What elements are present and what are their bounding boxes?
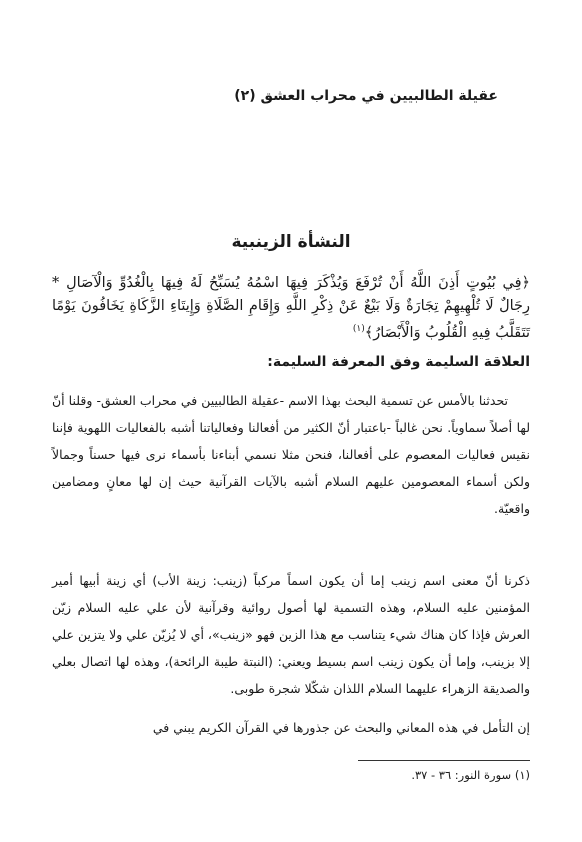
subheading: العلاقة السليمة وفق المعرفة السليمة: (267, 354, 530, 370)
quran-verse (52, 272, 530, 345)
section-title: النشأة الزينبية (231, 232, 351, 252)
footnote: (١) سورة النور: ٣٦ - ٣٧. (411, 768, 530, 782)
verse-text: ﴿فِي بُيُوتٍ أَذِنَ اللَّهُ أَنْ تُرْفَعَ وَيُذْكَرَ فِيهَا اسْمُهُ يُسَبِّحُ لَهُ فِيهَا بِالْغُدُوِّ وَالْآصَالِ * رِجَالٌ لَا تُلْهِيهِمْ تِجَارَةٌ وَلَا بَيْعٌ عَنْ ذِكْرِ اللَّهِ وَإِقَامِ الصَّلَاةِ وَإِيتَاءِ الزَّكَاةِ يَخَافُونَ يَوْمًا تَتَقَلَّبُ فِيهِ الْقُلُوبُ وَالْأَبْصَارُ﴾ (52, 275, 530, 341)
paragraph (52, 567, 530, 702)
paragraph-text: ذكرنا أنّ معنى اسم زينب إما أن يكون اسماً مركباً (زينب: زينة الأب) أي زينة أبيها أمير المؤمنين عليه السلام، وهذه التسمية لها أصول روائية وقرآنية لأن علي عليه السلام زيّن العرش فإذا كان هناك شيء يتناسب مع هذا الزين فهو «زينب»، أي لا يُزيّن علي ولا يتزين علي إلا بزينب، وإما أن يكون زينب اسم بسيط ويعني: (النبتة طيبة الرائحة)، وهذه لها اتصال بعلي والصديقة الزهراء عليهما السلام اللذان شكّلا شجرة طوبى. (52, 573, 530, 696)
paragraph-text: تحدثنا بالأمس عن تسمية البحث بهذا الاسم -عقيلة الطالبيين في محراب العشق- وقلنا أنّ لها أصلاً سماوياً. نحن غالباً -باعتبار أنّ الكثير من أفعالنا وفعالياتنا أشبه بالفعاليات اللهوية فإننا نقيس فعاليات المعصوم على أفعالنا، فنحن مثلا نسمي أبناءنا بأسماء نرى فيها حسناً وجمالاً ولكن أسماء المعصومين عليهم السلام أشبه بالآيات القرآنية حيث إن لها معانٍ ومضامين واقعيّة. (52, 393, 530, 516)
paragraph (52, 387, 530, 522)
footnote-divider (358, 760, 530, 761)
footnote-ref: (١) (352, 324, 365, 334)
running-header: عقيلة الطالبيين في محراب العشق (٢) (234, 88, 498, 104)
paragraph-text: إن التأمل في هذه المعاني والبحث عن جذورها في القرآن الكريم يبني في (152, 720, 530, 735)
paragraph (52, 714, 530, 741)
